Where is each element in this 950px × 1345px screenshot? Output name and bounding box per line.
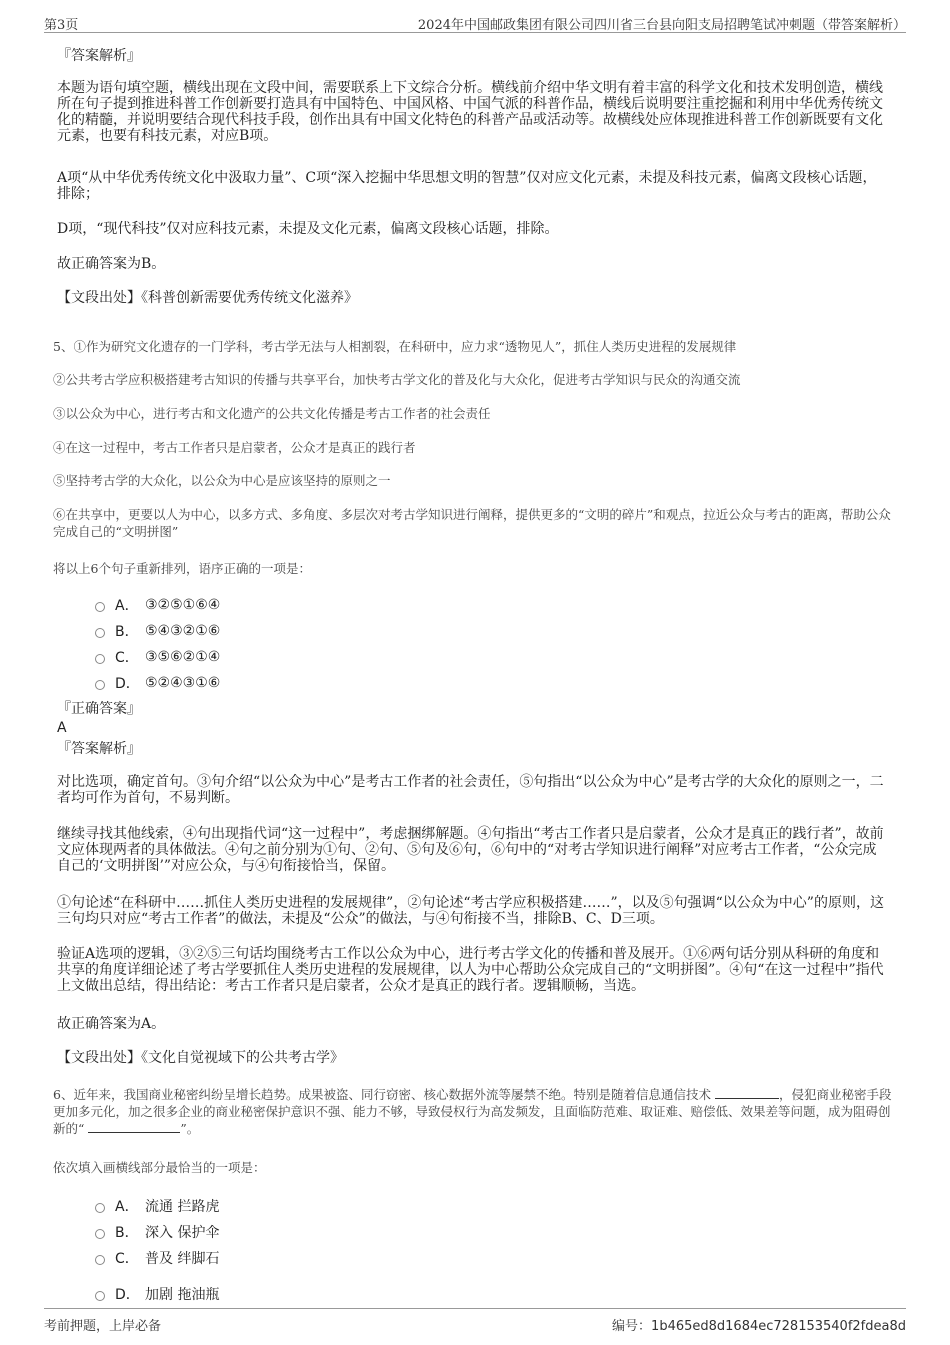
question-sentence: ②公共考古学应积极搭建考古知识的传播与共享平台，加快考古学文化的普及化与大众化，促进考古学知识与民众的沟通交流	[53, 372, 741, 387]
radio-icon[interactable]	[95, 1291, 105, 1301]
answer-option[interactable]: D． 加剧 拖油瓶	[95, 1284, 219, 1304]
page-header	[44, 10, 906, 33]
answer-option[interactable]: B． ⑤④③②①⑥	[95, 621, 220, 641]
answer-statement: 故正确答案为A。	[57, 1016, 166, 1032]
question-sentence: ④在这一过程中，考古工作者只是启蒙者，公众才是真正的践行者	[53, 440, 416, 455]
analysis-paragraph: 继续寻找其他线索，④句出现指代词“这一过程中”，考虑捆绑解题。④句指出“考古工作者只是启蒙者，公众才是真正的践行者”，故前文应体现两者的具体做法。④句之前分别为①句、②句、⑤句及⑥句，⑥句中的“对考古学知识进行阐释”对应考古工作者，“公众完成自己的‘文明拼图’”对应公众，与④句衔接恰当，保留。	[57, 826, 884, 874]
analysis-paragraph: 验证A选项的逻辑，③②⑤三句话均围绕考古工作以公众为中心，进行考古学文化的传播和普及展开。①⑥两句话分别从科研的角度和共享的角度详细论述了考古学要抓住人类历史进程的发展规律，以人为中心帮助公众完成自己的“文明拼图”。④句“在这一过程中”指代上文做出总结，得出结论：考古工作者只是启蒙者，公众才是真正的践行者。逻辑顺畅，当选。	[57, 946, 884, 994]
page-footer	[44, 1308, 906, 1337]
fill-blank	[88, 1132, 180, 1133]
analysis-label: 『答案解析』	[57, 741, 141, 757]
answer-option[interactable]: C． ③⑤⑥②①④	[95, 647, 220, 667]
radio-icon[interactable]	[95, 1255, 105, 1265]
radio-icon[interactable]	[95, 628, 105, 638]
fill-blank	[715, 1098, 779, 1099]
analysis-paragraph: 对比选项，确定首句。③句介绍“以公众为中心”是考古工作者的社会责任，⑤句指出“以公众为中心”是考古学的大众化的原则之一，二者均可作为首句，不易判断。	[57, 774, 884, 806]
analysis-paragraph: ①句论述“在科研中……抓住人类历史进程的发展规律”，②句论述“考古学应积极搭建……”，以及⑤句强调“以公众为中心”的原则，这三句均只对应“考古工作者”的做法，未提及“公众”的做法，与④句衔接不当，排除B、C、D三项。	[57, 895, 884, 927]
analysis-label: 『答案解析』	[57, 48, 141, 64]
correct-answer: A	[57, 720, 67, 736]
question-sentence: ⑥在共享中，更要以人为中心，以多方式、多角度、多层次对考古学知识进行阐释，提供更多的“文明的碎片”和观点，拉近公众与考古的距离，帮助公众完成自己的“文明拼图”	[53, 507, 891, 539]
page-number: 第3页	[44, 18, 79, 33]
footer-slogan: 考前押题，上岸必备	[44, 1319, 162, 1334]
question-prompt: 依次填入画横线部分最恰当的一项是：	[53, 1160, 266, 1175]
answer-option[interactable]: A． 流通 拦路虎	[95, 1196, 219, 1216]
answer-option[interactable]: B． 深入 保护伞	[95, 1222, 219, 1242]
analysis-paragraph: 本题为语句填空题，横线出现在文段中间，需要联系上下文综合分析。横线前介绍中华文明有着丰富的科学文化和技术发明创造，横线所在句子提到推进科普工作创新要打造具有中国特色、中国风格、中国气派的科普作品，横线后说明要注重挖掘和利用中华优秀传统文化的精髓，并说明要结合现代科技手段，创作出具有中国文化特色的科普产品或活动等。故横线处应体现推进科普工作创新既要有文化元素，也要有科技元素，对应B项。	[57, 80, 883, 144]
source-citation: 【文段出处】《科普创新需要优秀传统文化滋养》	[57, 290, 358, 306]
document-id: 编号：1b465ed8d1684ec728153540f2fdea8d	[612, 1319, 906, 1334]
question-sentence: ⑤坚持考古学的大众化，以公众为中心是应该坚持的原则之一	[53, 473, 391, 488]
answer-option[interactable]: D． ⑤②④③①⑥	[95, 673, 220, 693]
question-stem: 6、近年来，我国商业秘密纠纷呈增长趋势。成果被盗、同行窃密、核心数据外流等屡禁不绝。特别是随着信息通信技术 ，侵犯商业秘密手段更加多元化，加之很多企业的商业秘密保护意识不强、能力不够，导致侵权行为高发频发，且面临防范难、取证难、赔偿低、效果差等问题，成为阻碍创新的“ ”。	[53, 1087, 892, 1136]
answer-statement: 故正确答案为B。	[57, 256, 166, 272]
analysis-paragraph: A项“从中华优秀传统文化中汲取力量”、C项“深入挖掘中华思想文明的智慧”仅对应文化元素，未提及科技元素，偏离文段核心话题，排除；	[57, 170, 877, 202]
document-title: 2024年中国邮政集团有限公司四川省三台县向阳支局招聘笔试冲刺题（带答案解析）	[417, 18, 906, 33]
answer-option[interactable]: C． 普及 绊脚石	[95, 1248, 219, 1268]
radio-icon[interactable]	[95, 1229, 105, 1239]
source-citation: 【文段出处】《文化自觉视域下的公共考古学》	[57, 1050, 344, 1066]
radio-icon[interactable]	[95, 1203, 105, 1213]
answer-option[interactable]: A． ③②⑤①⑥④	[95, 595, 220, 615]
radio-icon[interactable]	[95, 654, 105, 664]
question-prompt: 将以上6个句子重新排列，语序正确的一项是：	[53, 561, 311, 576]
radio-icon[interactable]	[95, 602, 105, 612]
analysis-paragraph: D项，“现代科技”仅对应科技元素，未提及文化元素，偏离文段核心话题，排除。	[57, 221, 559, 237]
question-sentence: 5、①作为研究文化遗存的一门学科，考古学无法与人相割裂，在科研中，应力求“透物见人”，抓住人类历史进程的发展规律	[53, 339, 737, 354]
answer-label: 『正确答案』	[57, 701, 141, 717]
radio-icon[interactable]	[95, 680, 105, 690]
question-sentence: ③以公众为中心，进行考古和文化遗产的公共文化传播是考古工作者的社会责任	[53, 406, 491, 421]
